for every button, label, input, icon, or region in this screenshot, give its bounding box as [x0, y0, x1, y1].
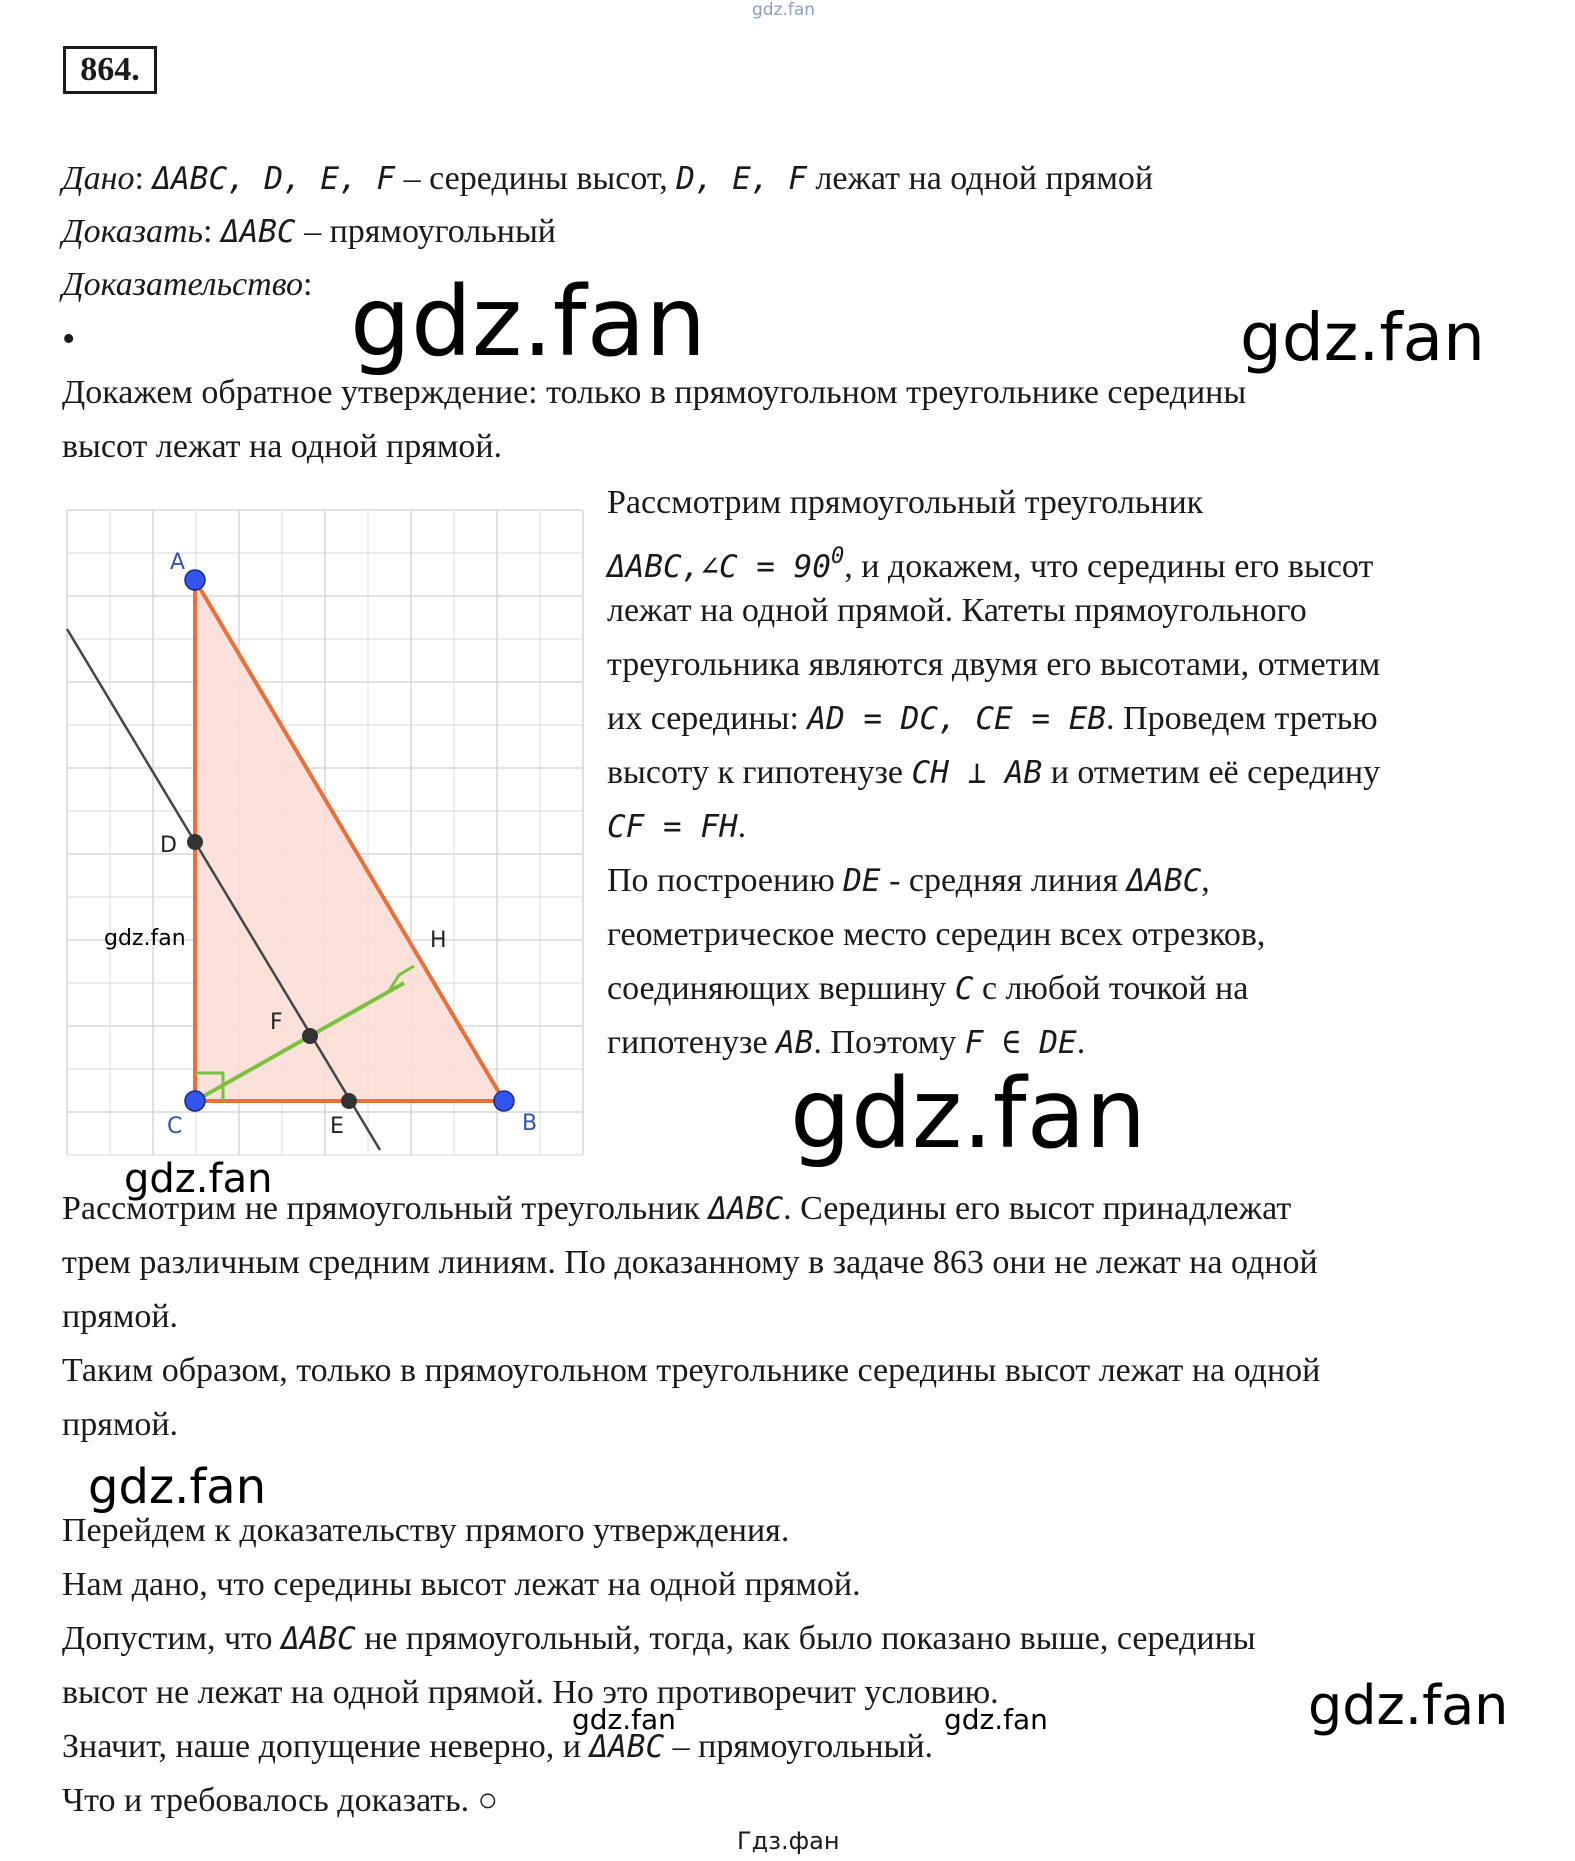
right-line-1: Рассмотрим прямоугольный треугольник	[607, 484, 1204, 521]
right-line-8	[607, 854, 1210, 908]
label-e: E	[330, 1114, 344, 1139]
direct-math-3: ΔABC	[281, 1621, 356, 1657]
direct-line-4: высот не лежат на одной прямой. Но это противоречит условию.	[62, 1674, 999, 1711]
right-line-5	[607, 692, 1378, 746]
right-text-2: , и докажем, что середины его высот	[844, 548, 1374, 585]
right-math-8b: ΔABC	[1126, 863, 1202, 899]
direct-line-6: Что и требовалось доказать. ○	[62, 1782, 499, 1819]
watermark-7: gdz.fan	[944, 1703, 1048, 1736]
label-f: F	[270, 1010, 283, 1035]
label-h: H	[430, 928, 447, 953]
right-text-8b: - средняя линия	[880, 862, 1127, 899]
watermark-large-3: gdz.fan	[790, 1058, 1147, 1170]
right-math-7: CF = FH	[607, 809, 738, 845]
right-text-7: .	[737, 808, 747, 845]
proof-label: Доказательство	[62, 266, 304, 303]
right-text-11c: .	[1076, 1024, 1086, 1061]
nonright-math-1: ΔABC	[708, 1191, 784, 1227]
prove-label: Доказать	[62, 213, 203, 250]
right-math-11: AB	[776, 1025, 814, 1061]
top-watermark: gdz.fan	[752, 0, 816, 20]
right-text-6b: и отметим её середину	[1042, 754, 1381, 791]
watermark-4: gdz.fan	[124, 1156, 273, 1202]
right-sup-2: 0	[830, 544, 845, 569]
triangle-abc	[195, 580, 504, 1101]
point-f	[302, 1028, 318, 1044]
watermark-large-1: gdz.fan	[350, 266, 707, 378]
right-line-3: лежат на одной прямой. Катеты прямоугольного	[607, 592, 1307, 629]
given-colon: :	[134, 160, 153, 197]
prove-colon: :	[202, 213, 221, 250]
direct-line-1: Перейдем к доказательству прямого утверждения.	[62, 1512, 790, 1549]
direct-text-3b: не прямоугольный, тогда, как было показано выше, середины	[355, 1620, 1256, 1657]
watermark-2: gdz.fan	[1240, 299, 1485, 376]
prove-text: – прямоугольный	[295, 213, 557, 250]
given-text-2: – середины высот,	[395, 160, 677, 197]
right-line-9: геометрическое место середин всех отрезков,	[607, 916, 1266, 953]
given-math-1: ΔABC, D, E, F	[152, 161, 396, 197]
right-line-10	[607, 962, 1248, 1016]
right-text-5b: . Проведем третью	[1106, 700, 1378, 737]
nonright-line-3: прямой.	[62, 1298, 179, 1335]
nonright-line-2: трем различным средним линиям. По доказанному в задаче 863 они не лежат на одной	[62, 1244, 1318, 1281]
right-text-6: высоту к гипотенузе	[607, 754, 912, 791]
right-line-6	[607, 746, 1380, 800]
right-text-11: гипотенузе	[607, 1024, 777, 1061]
direct-text-5b: – прямоугольный.	[664, 1728, 934, 1765]
direct-line-5	[62, 1720, 933, 1774]
direct-line-2: Нам дано, что середины высот лежат на одной прямой.	[62, 1566, 861, 1603]
point-d	[187, 834, 203, 850]
given-math-2: D, E, F	[676, 161, 807, 197]
watermark-6: gdz.fan	[572, 1703, 676, 1736]
right-text-11b: . Поэтому	[813, 1024, 965, 1061]
nonright-line-1	[62, 1182, 1291, 1236]
vertex-c	[185, 1091, 205, 1111]
right-math-8: DE	[843, 863, 881, 899]
converse-line-1: Докажем обратное утверждение: только в прямоугольном треугольнике середины	[62, 374, 1247, 411]
right-text-10: соединяющих вершину	[607, 970, 955, 1007]
proof-line	[62, 258, 312, 312]
nonright-line-5: прямой.	[62, 1406, 179, 1443]
watermark-5: gdz.fan	[88, 1459, 267, 1515]
direct-line-3	[62, 1612, 1256, 1666]
right-line-4: треугольника являются двумя его высотами, отметим	[607, 646, 1381, 683]
right-text-8: По построению	[607, 862, 844, 899]
label-b: B	[522, 1111, 538, 1136]
right-math-5: AD = DC, CE = EB	[807, 701, 1107, 737]
watermark-8: gdz.fan	[1308, 1674, 1509, 1737]
triangle-figure	[62, 505, 587, 1160]
given-text-3: лежат на одной прямой	[806, 160, 1154, 197]
right-math-6: CH ⊥ AB	[911, 755, 1043, 791]
right-math-10: C	[954, 971, 974, 1007]
nonright-text-1: Рассмотрим не прямоугольный треугольник	[62, 1190, 709, 1227]
prove-math: ΔABC	[220, 214, 296, 250]
triangle-diagram	[62, 505, 587, 1160]
given-label: Дано	[62, 160, 135, 197]
right-math-2: ΔABC,∠C = 90	[607, 549, 831, 585]
prove-line	[62, 205, 556, 259]
direct-text-3: Допустим, что	[62, 1620, 282, 1657]
problem-number: 864.	[63, 46, 157, 94]
right-text-10b: с любой точкой на	[973, 970, 1249, 1007]
direct-text-5: Значит, наше допущение неверно, и	[62, 1728, 590, 1765]
direct-math-5: ΔABC	[589, 1729, 665, 1765]
given-line	[62, 152, 1153, 206]
proof-colon: :	[303, 266, 313, 303]
converse-line-2: высот лежат на одной прямой.	[62, 428, 503, 465]
right-text-5: их середины:	[607, 700, 808, 737]
bullet: •	[62, 318, 76, 360]
right-text-8c: ,	[1201, 862, 1210, 899]
right-line-7	[607, 800, 746, 854]
right-math-11b: F ∈ DE	[964, 1025, 1077, 1061]
label-a: A	[170, 550, 186, 575]
point-e	[341, 1093, 357, 1109]
label-d: D	[160, 833, 177, 858]
vertex-b	[494, 1091, 514, 1111]
figure-watermark: gdz.fan	[104, 926, 186, 951]
footer-watermark: Гдз.фан	[737, 1827, 840, 1855]
nonright-text-1b: . Середины его высот принадлежат	[783, 1190, 1292, 1227]
vertex-a	[185, 570, 205, 590]
nonright-line-4: Таким образом, только в прямоугольном треугольнике середины высот лежат на одной	[62, 1352, 1321, 1389]
label-c: C	[167, 1114, 183, 1139]
